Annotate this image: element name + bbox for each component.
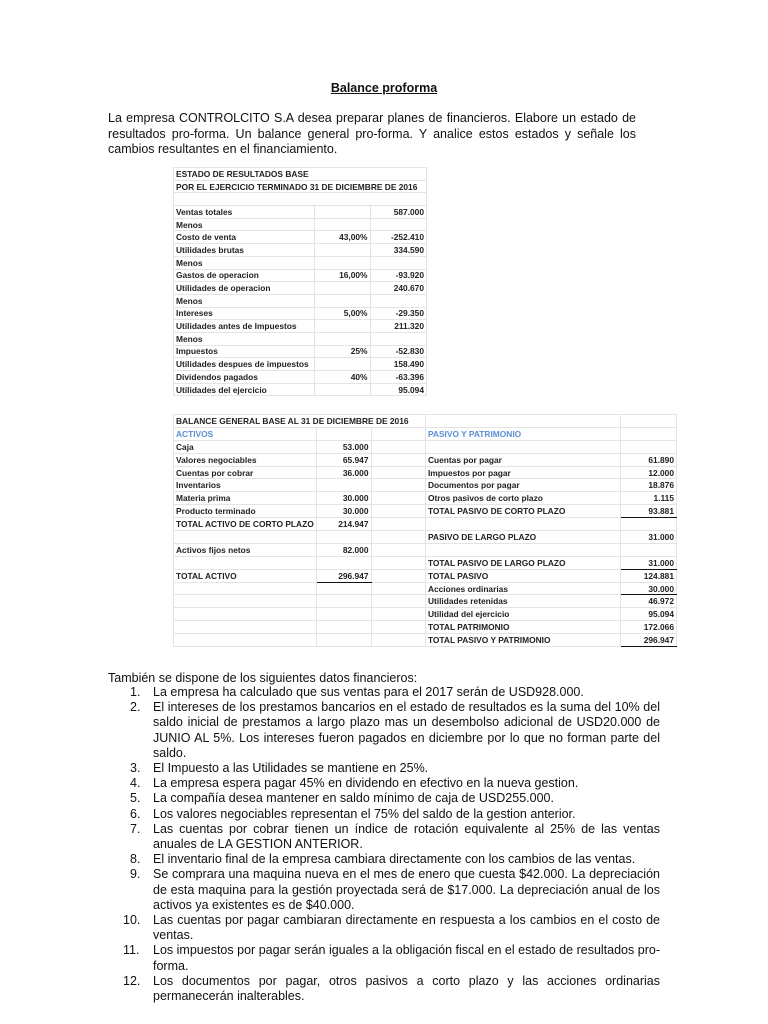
activo-value: 30.000 — [316, 492, 371, 505]
er-row — [174, 358, 427, 371]
er-label: Menos — [174, 332, 315, 345]
activo-label — [174, 621, 317, 634]
datos-list — [108, 685, 660, 1004]
datos-item — [108, 943, 660, 973]
er-pct — [315, 358, 370, 371]
pasivo-value: 93.881 — [621, 505, 677, 518]
datos-item-text: El inventario final de la empresa cambiara directamente con los cambios de las ventas. — [153, 852, 636, 867]
pasivo-value: 1.115 — [621, 492, 677, 505]
pasivo-value: 46.972 — [621, 595, 677, 608]
er-header-1: ESTADO DE RESULTADOS BASE — [174, 168, 427, 181]
activo-label: Caja — [174, 440, 317, 453]
datos-item-number: 10. — [123, 913, 141, 928]
bg-row — [174, 440, 677, 453]
datos-intro: También se dispone de los siguientes datos financieros: — [108, 671, 418, 685]
activo-value: 214.947 — [316, 518, 371, 531]
datos-item-number: 11. — [123, 943, 140, 958]
bg-row — [174, 531, 677, 544]
er-pct — [315, 282, 370, 295]
bg-row — [174, 556, 677, 569]
activo-value — [316, 634, 371, 647]
er-pct: 40% — [315, 371, 370, 384]
pasivo-label: Acciones ordinarias — [425, 582, 620, 595]
activo-label — [174, 531, 317, 544]
er-row — [174, 244, 427, 257]
er-pct — [315, 320, 370, 333]
er-pct — [315, 256, 370, 269]
datos-item-text: Los valores negociables representan el 75% del saldo de la gestion anterior. — [153, 806, 576, 821]
pasivo-value: 12.000 — [621, 466, 677, 479]
datos-item-number: 9. — [130, 867, 141, 882]
activo-value — [316, 595, 371, 608]
datos-item — [108, 685, 660, 700]
bg-row — [174, 518, 677, 531]
er-value — [370, 218, 427, 231]
datos-item — [108, 852, 660, 867]
pasivo-label: TOTAL PASIVO Y PATRIMONIO — [425, 634, 620, 647]
pasivo-value: 31.000 — [621, 556, 677, 569]
activo-value: 53.000 — [316, 440, 371, 453]
er-value: -93.920 — [370, 269, 427, 282]
datos-item-number: 4. — [130, 776, 141, 791]
estado-resultados-table — [173, 167, 427, 396]
er-label: Utilidades brutas — [174, 244, 315, 257]
pasivo-label: TOTAL PASIVO DE CORTO PLAZO — [425, 505, 620, 518]
datos-item-number: 1. — [130, 685, 141, 699]
datos-item — [108, 700, 660, 761]
pasivo-label: TOTAL PASIVO — [425, 569, 620, 582]
datos-item-text: Las cuentas por cobrar tienen un índice de rotación equivalente al 25% de las ventas anuales de LA GESTION ANTERIOR. — [153, 821, 660, 852]
er-header-2: POR EL EJERCICIO TERMINADO 31 DE DICIEMBRE DE 2016 — [174, 180, 427, 193]
er-row — [174, 332, 427, 345]
er-row — [174, 383, 427, 396]
datos-item — [108, 761, 660, 776]
er-value: 211.320 — [370, 320, 427, 333]
er-value — [370, 294, 427, 307]
er-label: Utilidades despues de impuestos — [174, 358, 315, 371]
er-label: Menos — [174, 218, 315, 231]
bg-row — [174, 582, 677, 595]
pasivo-label — [425, 518, 620, 531]
pasivo-value: 31.000 — [621, 531, 677, 544]
er-pct — [315, 332, 370, 345]
er-row — [174, 345, 427, 358]
pasivo-label: Cuentas por pagar — [425, 453, 620, 466]
document-title: Balance proforma — [330, 81, 438, 95]
er-row — [174, 307, 427, 320]
pasivo-value: 124.881 — [621, 569, 677, 582]
pasivo-label: Utilidad del ejercicio — [425, 608, 620, 621]
bg-header: BALANCE GENERAL BASE AL 31 DE DICIEMBRE DE 2016 — [174, 415, 426, 428]
pasivo-value: 18.876 — [621, 479, 677, 492]
er-label: Ventas totales — [174, 206, 315, 219]
datos-item-text: Los impuestos por pagar serán iguales a la obligación fiscal en el estado de resultados pro-forma. — [153, 943, 660, 973]
activo-label — [174, 582, 317, 595]
datos-item-text: Los documentos por pagar, otros pasivos a corto plazo y las acciones ordinarias permanecerán inalterables. — [153, 973, 660, 1004]
er-label: Utilidades de operacion — [174, 282, 315, 295]
er-pct — [315, 206, 370, 219]
bg-row — [174, 569, 677, 582]
er-pct — [315, 218, 370, 231]
datos-item-number: 12. — [123, 973, 141, 988]
activo-value: 65.947 — [316, 453, 371, 466]
activo-label: Valores negociables — [174, 453, 317, 466]
activo-label: Materia prima — [174, 492, 317, 505]
datos-item-number: 8. — [130, 852, 141, 867]
er-value — [370, 256, 427, 269]
datos-item — [108, 791, 660, 806]
activos-title: ACTIVOS — [174, 427, 317, 440]
er-row — [174, 206, 427, 219]
er-pct: 16,00% — [315, 269, 370, 282]
pasivo-label: TOTAL PATRIMONIO — [425, 621, 620, 634]
er-value: 334.590 — [370, 244, 427, 257]
bg-row — [174, 543, 677, 556]
er-row — [174, 256, 427, 269]
bg-row — [174, 608, 677, 621]
er-value: -63.396 — [370, 371, 427, 384]
activo-value — [316, 556, 371, 569]
er-value: -29.350 — [370, 307, 427, 320]
pasivo-value: 172.066 — [621, 621, 677, 634]
er-pct: 43,00% — [315, 231, 370, 244]
pasivo-label: Otros pasivos de corto plazo — [425, 492, 620, 505]
bg-row — [174, 479, 677, 492]
activo-value: 82.000 — [316, 543, 371, 556]
activo-value — [316, 479, 371, 492]
activo-label — [174, 556, 317, 569]
activo-value — [316, 621, 371, 634]
er-label: Dividendos pagados — [174, 371, 315, 384]
datos-item-number: 7. — [130, 821, 141, 836]
er-label: Impuestos — [174, 345, 315, 358]
er-pct — [315, 294, 370, 307]
datos-item-text: Las cuentas por pagar cambiaran directamente en respuesta a los cambios en el costo de ventas. — [153, 913, 660, 943]
datos-item — [108, 974, 660, 1004]
pasivo-value — [621, 543, 677, 556]
er-label: Menos — [174, 294, 315, 307]
datos-item-text: La empresa espera pagar 45% en dividendo en efectivo en la nueva gestion. — [153, 776, 579, 791]
pasivo-title: PASIVO Y PATRIMONIO — [425, 427, 620, 440]
datos-item-text: El intereses de los prestamos bancarios en el estado de resultados es la suma del 10% del saldo inicial de prestamos a largo plazo mas un desembolso adicional de USD20.000 de JUNIO AL 5%. Los intereses fueron pagados en diciembre por lo que no forman parte del saldo. — [153, 700, 660, 760]
datos-item-text: La compañía desea mantener en saldo mínimo de caja de USD255.000. — [153, 791, 554, 806]
activo-label: Cuentas por cobrar — [174, 466, 317, 479]
activo-label — [174, 595, 317, 608]
activo-label: Producto terminado — [174, 505, 317, 518]
er-value: -252.410 — [370, 231, 427, 244]
datos-item-number: 2. — [130, 700, 141, 715]
datos-item — [108, 822, 660, 852]
er-label: Utilidades del ejercicio — [174, 383, 315, 396]
bg-row — [174, 492, 677, 505]
er-value: 158.490 — [370, 358, 427, 371]
activo-value: 36.000 — [316, 466, 371, 479]
pasivo-label: PASIVO DE LARGO PLAZO — [425, 531, 620, 544]
pasivo-label: Impuestos por pagar — [425, 466, 620, 479]
pasivo-value: 30.000 — [621, 582, 677, 595]
er-label: Menos — [174, 256, 315, 269]
pasivo-label: Utilidades retenidas — [425, 595, 620, 608]
activo-label — [174, 634, 317, 647]
er-pct — [315, 383, 370, 396]
pasivo-value — [621, 440, 677, 453]
datos-item-number: 3. — [130, 761, 141, 776]
datos-item-text: La empresa ha calculado que sus ventas para el 2017 serán de USD928.000. — [153, 685, 584, 699]
activo-label: TOTAL ACTIVO DE CORTO PLAZO — [174, 518, 317, 531]
activo-label: Inventarios — [174, 479, 317, 492]
datos-item-number: 5. — [130, 791, 141, 806]
bg-row — [174, 634, 677, 647]
bg-row — [174, 505, 677, 518]
pasivo-value: 61.890 — [621, 453, 677, 466]
er-value: 587.000 — [370, 206, 427, 219]
balance-general-table — [173, 414, 677, 647]
bg-row — [174, 595, 677, 608]
pasivo-value: 95.094 — [621, 608, 677, 621]
er-row — [174, 294, 427, 307]
bg-row — [174, 466, 677, 479]
datos-item — [108, 807, 660, 822]
activo-label: Activos fijos netos — [174, 543, 317, 556]
er-row — [174, 269, 427, 282]
datos-item — [108, 776, 660, 791]
bg-row — [174, 621, 677, 634]
er-label: Intereses — [174, 307, 315, 320]
datos-item-text: Se comprara una maquina nueva en el mes de enero que cuesta $42.000. La depreciación de esta maquina para la gestión proyectada será de $17.000. La depreciación anual de los activos ya existentes es de $40.000. — [153, 867, 660, 912]
er-row — [174, 371, 427, 384]
datos-item-number: 6. — [130, 806, 141, 821]
activo-value: 30.000 — [316, 505, 371, 518]
pasivo-label — [425, 440, 620, 453]
activo-value — [316, 531, 371, 544]
activo-value: 296.947 — [316, 569, 371, 582]
er-pct: 5,00% — [315, 307, 370, 320]
activo-label — [174, 608, 317, 621]
datos-item — [108, 867, 660, 913]
er-pct: 25% — [315, 345, 370, 358]
er-row — [174, 282, 427, 295]
er-value — [370, 332, 427, 345]
er-value: 240.670 — [370, 282, 427, 295]
activo-label: TOTAL ACTIVO — [174, 569, 317, 582]
pasivo-value — [621, 518, 677, 531]
er-spacer — [174, 193, 427, 206]
pasivo-label: TOTAL PASIVO DE LARGO PLAZO — [425, 556, 620, 569]
activo-value — [316, 582, 371, 595]
activo-value — [316, 608, 371, 621]
er-row — [174, 320, 427, 333]
intro-paragraph: La empresa CONTROLCITO S.A desea preparar planes de financieros. Elabore un estado de resultados pro-forma. Un balance general pro-forma. Y analice estos estados y señale los cambios resultantes en el financiamiento. — [108, 111, 636, 156]
er-label: Utilidades antes de Impuestos — [174, 320, 315, 333]
er-row — [174, 231, 427, 244]
er-value: -52.830 — [370, 345, 427, 358]
er-pct — [315, 244, 370, 257]
pasivo-label: Documentos por pagar — [425, 479, 620, 492]
bg-row — [174, 453, 677, 466]
er-row — [174, 218, 427, 231]
pasivo-value: 296.947 — [621, 634, 677, 647]
pasivo-label — [425, 543, 620, 556]
er-label: Gastos de operacion — [174, 269, 315, 282]
datos-item — [108, 913, 660, 943]
datos-item-text: El Impuesto a las Utilidades se mantiene en 25%. — [153, 761, 429, 776]
er-label: Costo de venta — [174, 231, 315, 244]
er-value: 95.094 — [370, 383, 427, 396]
